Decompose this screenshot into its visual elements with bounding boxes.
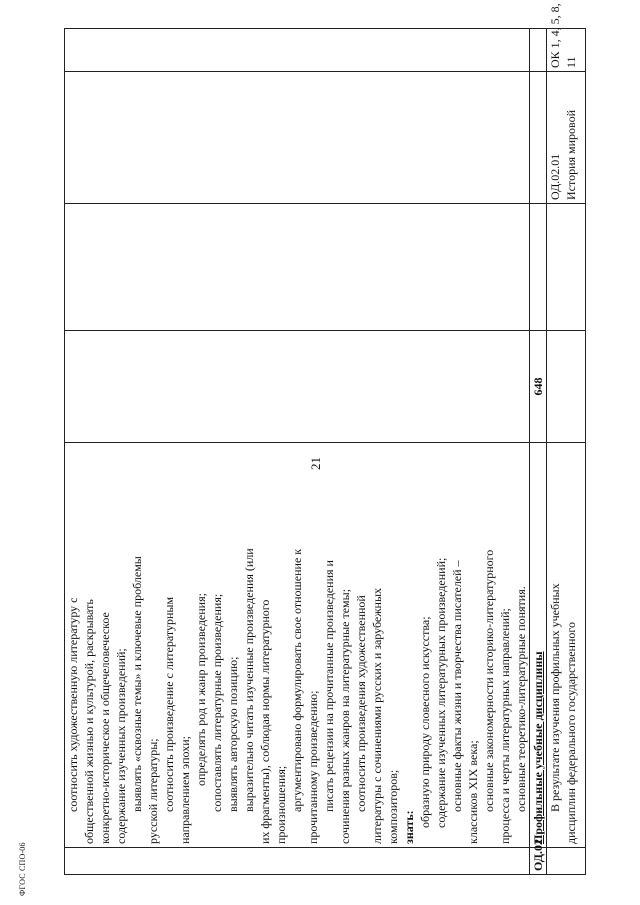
requirement-line: содержание изученных литературных произведений; — [434, 557, 448, 828]
requirement-line: русской литературы; — [146, 738, 160, 844]
requirement-line: общественной жизнью и культурой, раскрывать — [82, 599, 96, 844]
requirements-cell — [65, 443, 530, 848]
requirement-line: выявлять авторскую позицию; — [226, 656, 240, 812]
requirement-line: композиторов; — [386, 769, 400, 844]
requirement-line: дисциплин федерального государственного — [564, 622, 578, 844]
competencies-cell-empty — [65, 29, 530, 72]
discipline-code-empty — [547, 848, 586, 875]
requirement-line: В результате изучения профильных учебных — [548, 583, 562, 812]
hours-cell-empty — [65, 331, 530, 443]
section-col5 — [530, 72, 547, 204]
requirement-line: определять род и жанр произведения; — [194, 593, 208, 786]
competencies-line-2: 11 — [564, 56, 578, 68]
requirement-line: выразительно читать изученные произведения (или — [242, 548, 256, 812]
requirement-line: выявлять «сквозные темы» и ключевые проблемы — [130, 556, 144, 812]
table-row-requirements-top — [65, 29, 530, 875]
requirement-line: соотносить произведения художественной — [354, 595, 368, 812]
requirement-line: содержание изученных произведений; — [114, 648, 128, 844]
discipline-name-cell — [547, 72, 586, 204]
rotated-table-sheet — [64, 3, 578, 875]
table-row-section — [530, 29, 547, 875]
requirement-line: направлением эпохи; — [178, 736, 192, 844]
col4-cell-empty — [65, 204, 530, 331]
section-title: Профильные учебные дисциплины — [531, 651, 545, 844]
requirement-line: основные теоретико-литературные понятия. — [514, 586, 528, 812]
requirement-line: писать рецензии на прочитанные произведения и — [322, 560, 336, 812]
requirement-line: соотносить произведение с литературным — [162, 596, 176, 812]
requirement-line: литературы с сочинениями русских и зарубежных — [370, 587, 384, 844]
discipline-col4-empty — [547, 204, 586, 331]
code-cell-empty — [65, 848, 530, 875]
requirement-line: основные закономерности историко-литературного — [482, 549, 496, 812]
requirement-line: основные факты жизни и творчества писателей – — [450, 560, 464, 812]
curriculum-table — [64, 3, 586, 875]
discipline-requirements-list — [547, 446, 579, 844]
section-competencies — [530, 29, 547, 72]
section-title-cell — [530, 443, 547, 848]
requirement-line: процесса и черты литературных направлений; — [498, 608, 512, 844]
requirement-line: их фрагменты), соблюдая нормы литературного — [258, 599, 272, 844]
section-col4 — [530, 204, 547, 331]
requirement-line: аргументировано формулировать свое отношение к — [290, 548, 304, 812]
requirement-line: сочинения разных жанров на литературные темы; — [338, 588, 352, 844]
discipline-competencies-cell — [547, 3, 586, 72]
requirement-line: знать: — [402, 810, 416, 844]
discipline-hours-empty — [547, 331, 586, 443]
requirement-line: прочитанному произведению; — [306, 690, 320, 844]
requirement-line: конкретно-историческое и общечеловеческое — [98, 612, 112, 844]
requirement-line: произношения; — [274, 765, 288, 844]
discipline-code: ОД.02.01 — [548, 153, 562, 200]
section-hours: 648 — [530, 331, 547, 443]
footer-label: ФГОС СПО-06 — [18, 842, 27, 896]
requirements-list — [65, 446, 529, 844]
requirement-line: классиков XIX века; — [466, 740, 480, 844]
col5-cell-empty — [65, 72, 530, 204]
table-row-discipline — [547, 29, 586, 875]
requirement-line: сопоставлять литературные произведения; — [210, 593, 224, 812]
section-code: ОД.02 — [530, 848, 547, 875]
competencies-line-1: ОК 1, 4, 5, 8, — [548, 3, 562, 68]
discipline-name: История мировой — [564, 109, 578, 200]
discipline-requirements-cell — [547, 443, 586, 848]
requirement-line: образную природу словесного искусства; — [418, 616, 432, 828]
requirement-line: соотносить художественную литературу с — [66, 597, 80, 812]
page-number: 21 — [308, 457, 323, 470]
